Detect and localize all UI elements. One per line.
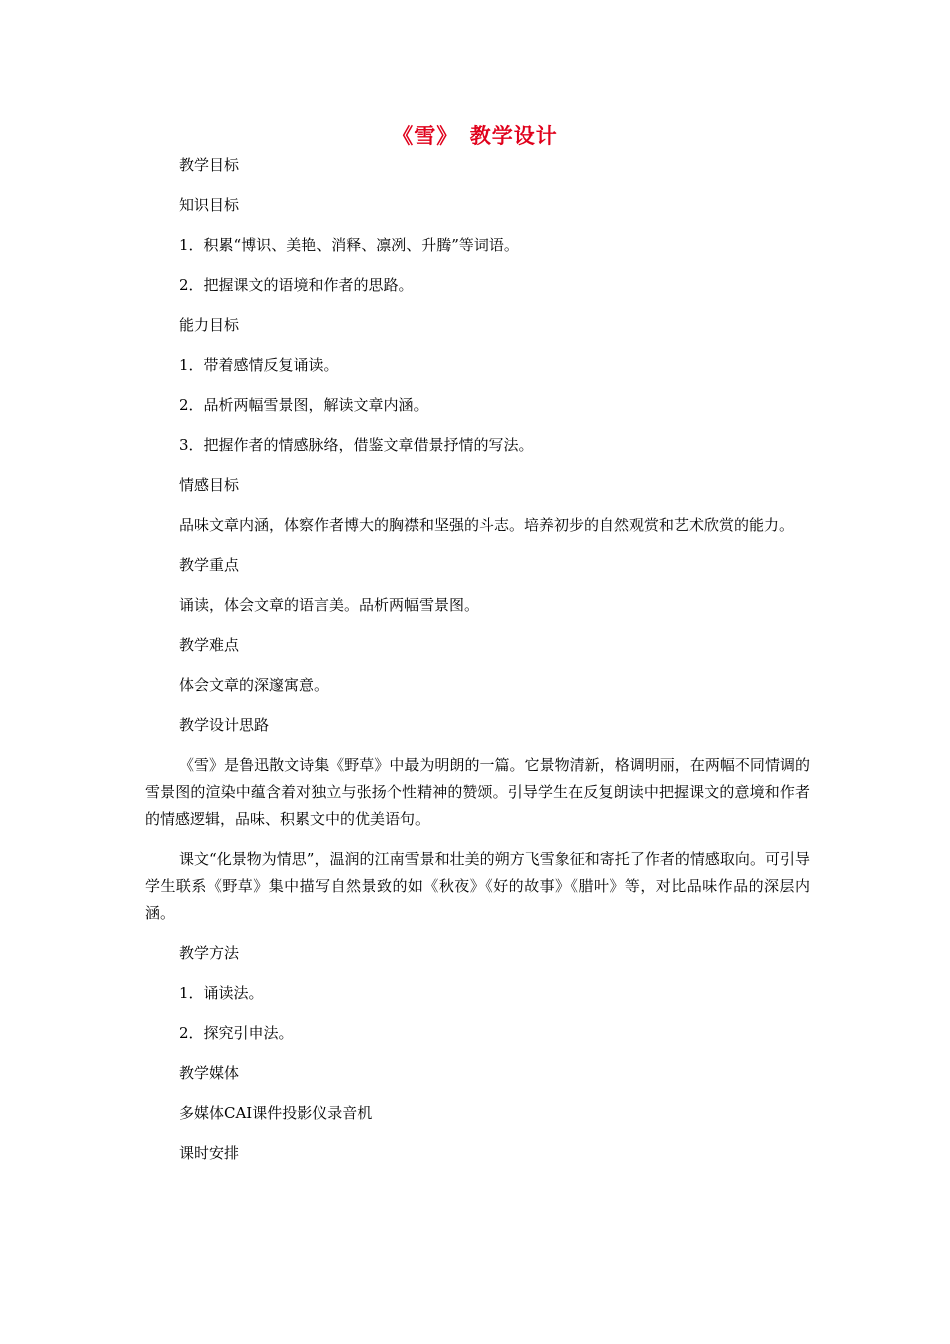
emotion-goals-text: 品味文章内涵，体察作者博大的胸襟和坚强的斗志。培养初步的自然观赏和艺术欣赏的能力。 [179, 516, 795, 534]
heading-teaching-goals: 教学目标 [179, 156, 240, 174]
heading-difficulties: 教学难点 [179, 636, 240, 654]
teaching-media-text: 多媒体CAI课件投影仪录音机 [179, 1104, 373, 1122]
heading-teaching-methods: 教学方法 [179, 944, 240, 962]
document-body [145, 152, 810, 1180]
heading-teaching-media: 教学媒体 [179, 1064, 240, 1082]
heading-knowledge-goals: 知识目标 [179, 196, 240, 214]
key-points-text: 诵读，体会文章的语言美。品析两幅雪景图。 [179, 596, 480, 614]
heading-schedule: 课时安排 [179, 1144, 240, 1162]
difficulties-text: 体会文章的深邃寓意。 [179, 676, 330, 694]
knowledge-item-2: 2．把握课文的语境和作者的思路。 [179, 276, 414, 294]
knowledge-item-1: 1．积累“博识、美艳、消释、凛冽、升腾”等词语。 [179, 236, 519, 254]
design-ideas-text-2: 课文“化景物为情思”，温润的江南雪景和壮美的朔方飞雪象征和寄托了作者的情感取向。可引导学生联系《野草》集中描写自然景致的如《秋夜》《好的故事》《腊叶》等，对比品味作品的深层内涵。 [145, 850, 810, 922]
heading-design-ideas: 教学设计思路 [179, 716, 270, 734]
heading-emotion-goals: 情感目标 [179, 476, 240, 494]
method-item-2: 2．探究引申法。 [179, 1024, 294, 1042]
ability-item-1: 1．带着感情反复诵读。 [179, 356, 339, 374]
design-ideas-text-1: 《雪》是鲁迅散文诗集《野草》中最为明朗的一篇。它景物清新，格调明丽，在两幅不同情调的雪景图的渲染中蕴含着对独立与张扬个性精神的赞颂。引导学生在反复朗读中把握课文的意境和作者的情感逻辑，品味、积累文中的优美语句。 [145, 756, 810, 828]
method-item-1: 1．诵读法。 [179, 984, 264, 1002]
heading-ability-goals: 能力目标 [179, 316, 240, 334]
document-title: 《雪》 教学设计 [392, 124, 558, 148]
ability-item-2: 2．品析两幅雪景图，解读文章内涵。 [179, 396, 429, 414]
heading-key-points: 教学重点 [179, 556, 240, 574]
ability-item-3: 3．把握作者的情感脉络，借鉴文章借景抒情的写法。 [179, 436, 534, 454]
